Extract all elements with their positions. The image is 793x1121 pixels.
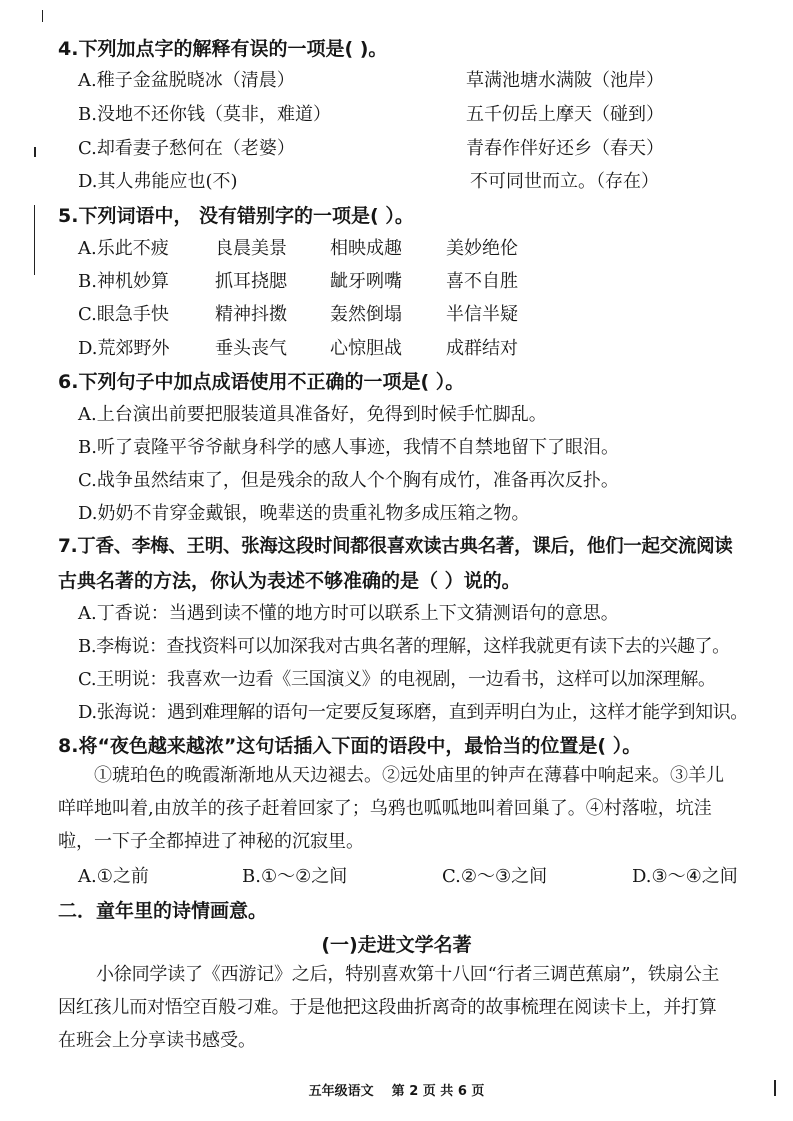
section-2-heading: 二．童年里的诗情画意。: [58, 900, 268, 922]
q5-d-word-1: D.荒郊野外: [78, 338, 170, 359]
q5-b-word-1: B.神机妙算: [78, 271, 169, 292]
section-2-paragraph-line-2: 因红孩儿而对悟空百般刁难。于是他把这段曲折离奇的故事梳理在阅读卡上，并打算: [58, 997, 717, 1018]
scan-margin-mark: [42, 10, 43, 22]
q5-a-word-4: 美妙绝伦: [446, 238, 518, 259]
q7-option-d: D.张海说：遇到难理解的语句一定要反复琢磨，直到弄明白为止，这样才能学到知识。: [78, 702, 748, 723]
q8-passage-line-1: ①琥珀色的晚霞渐渐地从天边褪去。②远处庙里的钟声在薄暮中响起来。③羊儿: [94, 765, 724, 786]
q5-c-word-1: C.眼急手快: [78, 304, 169, 325]
q5-a-word-2: 良晨美景: [215, 238, 287, 259]
q5-d-word-2: 垂头丧气: [215, 338, 287, 359]
q5-d-word-4: 成群结对: [446, 338, 518, 359]
question-4-stem: 4.下列加点字的解释有误的一项是( )。: [58, 38, 388, 60]
q5-a-word-1: A.乐此不疲: [78, 238, 169, 259]
q5-c-word-4: 半信半疑: [446, 304, 518, 325]
q6-option-a: A.上台演出前要把服装道具准备好，免得到时候手忙脚乱。: [78, 404, 547, 425]
q4-option-b-right: 五千仞岳上摩天（碰到）: [466, 104, 664, 125]
q5-b-word-3: 龇牙咧嘴: [330, 271, 402, 292]
q4-option-b-left: B.没地不还你钱（莫非，难道）: [78, 104, 331, 125]
q5-a-word-3: 相映成趣: [330, 238, 402, 259]
question-7-stem-line-2: 古典名著的方法，你认为表述不够准确的是（ ）说的。: [58, 570, 521, 592]
scan-margin-mark: [34, 205, 35, 275]
q4-option-c-right: 青春作伴好还乡（春天）: [466, 138, 664, 159]
q7-option-a: A.丁香说：当遇到读不懂的地方时可以联系上下文猜测语句的意思。: [78, 603, 619, 624]
question-6-stem: 6.下列句子中加点成语使用不正确的一项是( ）。: [58, 371, 465, 393]
q8-option-a: A.①之前: [78, 866, 149, 887]
scan-margin-mark: [34, 147, 36, 157]
q5-c-word-2: 精神抖擞: [215, 304, 287, 325]
q8-passage-line-3: 啦，一下子全都掉进了神秘的沉寂里。: [58, 831, 364, 852]
question-7-stem-line-1: 7.丁香、李梅、王明、张海这段时间都很喜欢读古典名著，课后，他们一起交流阅读: [58, 536, 733, 557]
q6-option-d: D.奶奶不肯穿金戴银，晚辈送的贵重礼物多成压箱之物。: [78, 503, 530, 524]
q6-option-c: C.战争虽然结束了，但是残余的敌人个个胸有成竹，准备再次反扑。: [78, 470, 619, 491]
section-2-paragraph-line-3: 在班会上分享读书感受。: [58, 1030, 256, 1051]
section-2-sub-heading: (一)走进文学名著: [321, 934, 472, 956]
page-footer: 五年级语文 第 2 页 共 6 页: [308, 1084, 485, 1099]
q4-option-a-right: 草满池塘水满陂（池岸）: [466, 70, 664, 91]
q4-option-c-left: C.却看妻子愁何在（老婆）: [78, 138, 295, 159]
q7-option-b: B.李梅说：查找资料可以加深我对古典名著的理解，这样我就更有读下去的兴趣了。: [78, 636, 730, 657]
q8-option-b: B.①～②之间: [242, 866, 348, 887]
q4-option-a-left: A.稚子金盆脱晓冰（清晨）: [78, 70, 295, 91]
q7-option-c: C.王明说：我喜欢一边看《三国演义》的电视剧，一边看书，这样可以加深理解。: [78, 669, 716, 690]
q4-option-d-right: 不可同世而立。（存在）: [470, 171, 659, 192]
q8-option-c: C.②～③之间: [442, 866, 548, 887]
section-2-paragraph-line-1: 小徐同学读了《西游记》之后，特别喜欢第十八回“行者三调芭蕉扇”，铁扇公主: [96, 964, 720, 985]
q6-option-b: B.听了袁隆平爷爷献身科学的感人事迹，我情不自禁地留下了眼泪。: [78, 437, 619, 458]
q8-option-d: D.③～④之间: [632, 866, 738, 887]
question-5-stem: 5.下列词语中， 没有错别字的一项是( ）。: [58, 205, 414, 227]
q5-b-word-2: 抓耳挠腮: [215, 271, 287, 292]
q5-d-word-3: 心惊胆战: [330, 338, 402, 359]
q5-c-word-3: 轰然倒塌: [330, 304, 402, 325]
question-8-stem: 8.将“夜色越来越浓”这句话插入下面的语段中，最恰当的位置是( ）。: [58, 735, 642, 757]
q5-b-word-4: 喜不自胜: [446, 271, 518, 292]
q8-passage-line-2: 咩咩地叫着,由放羊的孩子赶着回家了；乌鸦也呱呱地叫着回巢了。④村落啦，坑洼: [58, 798, 712, 819]
q4-option-d-left: D.其人弗能应也(不): [78, 171, 238, 192]
